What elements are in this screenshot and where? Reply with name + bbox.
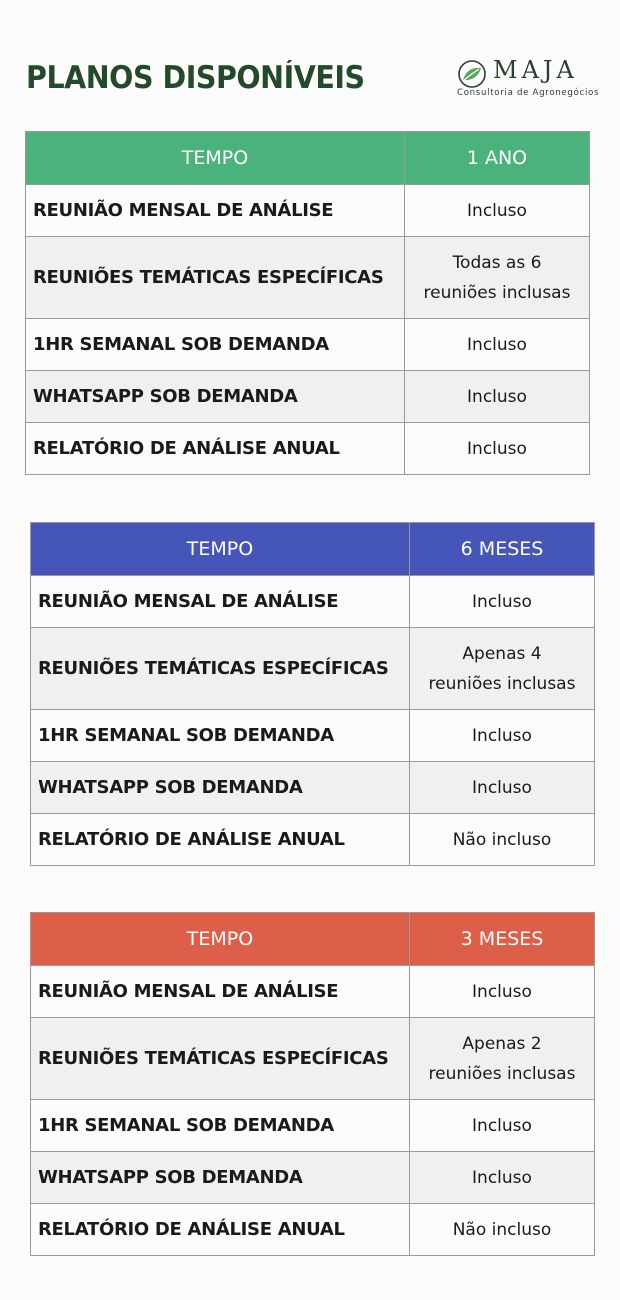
table-row [31, 628, 595, 710]
feature-value: Incluso [410, 966, 595, 1018]
feature-value-line: Apenas 4 [462, 643, 542, 664]
feature-label: WHATSAPP SOB DEMANDA [26, 371, 405, 423]
header-label: TEMPO [26, 132, 405, 185]
feature-value: Incluso [410, 710, 595, 762]
table-row [26, 423, 590, 475]
table-row [26, 319, 590, 371]
feature-label: RELATÓRIO DE ANÁLISE ANUAL [26, 423, 405, 475]
plan-table-3-meses [30, 912, 595, 1256]
feature-value: Não incluso [410, 814, 595, 866]
logo-tagline: Consultoria de Agronegócios [457, 88, 600, 98]
table-row [31, 1018, 595, 1100]
feature-label: RELATÓRIO DE ANÁLISE ANUAL [31, 1204, 410, 1256]
table-header-row [26, 132, 590, 185]
feature-value: Incluso [405, 185, 590, 237]
feature-value: Incluso [405, 423, 590, 475]
feature-value-line: Todas as 6 [452, 252, 542, 273]
table-row [31, 710, 595, 762]
feature-label: WHATSAPP SOB DEMANDA [31, 762, 410, 814]
feature-value-line: Apenas 2 [462, 1033, 542, 1054]
header-duration: 1 ANO [405, 132, 590, 185]
feature-value: Não incluso [410, 1204, 595, 1256]
feature-value [410, 628, 595, 710]
feature-value: Incluso [410, 762, 595, 814]
feature-value-line: reuniões inclusas [423, 282, 571, 303]
feature-label: REUNIÃO MENSAL DE ANÁLISE [31, 576, 410, 628]
feature-value: Incluso [410, 1152, 595, 1204]
table-header-row [31, 913, 595, 966]
page-title: PLANOS DISPONÍVEIS [26, 60, 365, 96]
logo-name: MAJA [493, 56, 578, 84]
leaf-circle-icon [457, 59, 487, 89]
feature-label: 1HR SEMANAL SOB DEMANDA [31, 710, 410, 762]
feature-value [405, 237, 590, 319]
feature-label: REUNIÃO MENSAL DE ANÁLISE [31, 966, 410, 1018]
table-row [26, 185, 590, 237]
table-row [31, 1100, 595, 1152]
table-row [31, 576, 595, 628]
table-row [31, 1152, 595, 1204]
header-label: TEMPO [31, 523, 410, 576]
plan-table-6-meses [30, 522, 595, 866]
table-row [31, 762, 595, 814]
header-label: TEMPO [31, 913, 410, 966]
feature-label: RELATÓRIO DE ANÁLISE ANUAL [31, 814, 410, 866]
table-header-row [31, 523, 595, 576]
feature-value [410, 1018, 595, 1100]
feature-value: Incluso [410, 1100, 595, 1152]
feature-value: Incluso [405, 371, 590, 423]
feature-label: 1HR SEMANAL SOB DEMANDA [31, 1100, 410, 1152]
feature-value: Incluso [410, 576, 595, 628]
feature-value: Incluso [405, 319, 590, 371]
table-row [26, 237, 590, 319]
feature-label: 1HR SEMANAL SOB DEMANDA [26, 319, 405, 371]
feature-value-line: reuniões inclusas [428, 673, 576, 694]
feature-label: WHATSAPP SOB DEMANDA [31, 1152, 410, 1204]
feature-label: REUNIÕES TEMÁTICAS ESPECÍFICAS [31, 628, 410, 710]
table-row [26, 371, 590, 423]
feature-value-line: reuniões inclusas [428, 1063, 576, 1084]
feature-label: REUNIÕES TEMÁTICAS ESPECÍFICAS [26, 237, 405, 319]
feature-label: REUNIÕES TEMÁTICAS ESPECÍFICAS [31, 1018, 410, 1100]
table-row [31, 1204, 595, 1256]
table-row [31, 814, 595, 866]
logo [457, 56, 600, 102]
table-row [31, 966, 595, 1018]
plan-table-1-ano [25, 131, 590, 475]
header-duration: 3 MESES [410, 913, 595, 966]
feature-label: REUNIÃO MENSAL DE ANÁLISE [26, 185, 405, 237]
header-duration: 6 MESES [410, 523, 595, 576]
